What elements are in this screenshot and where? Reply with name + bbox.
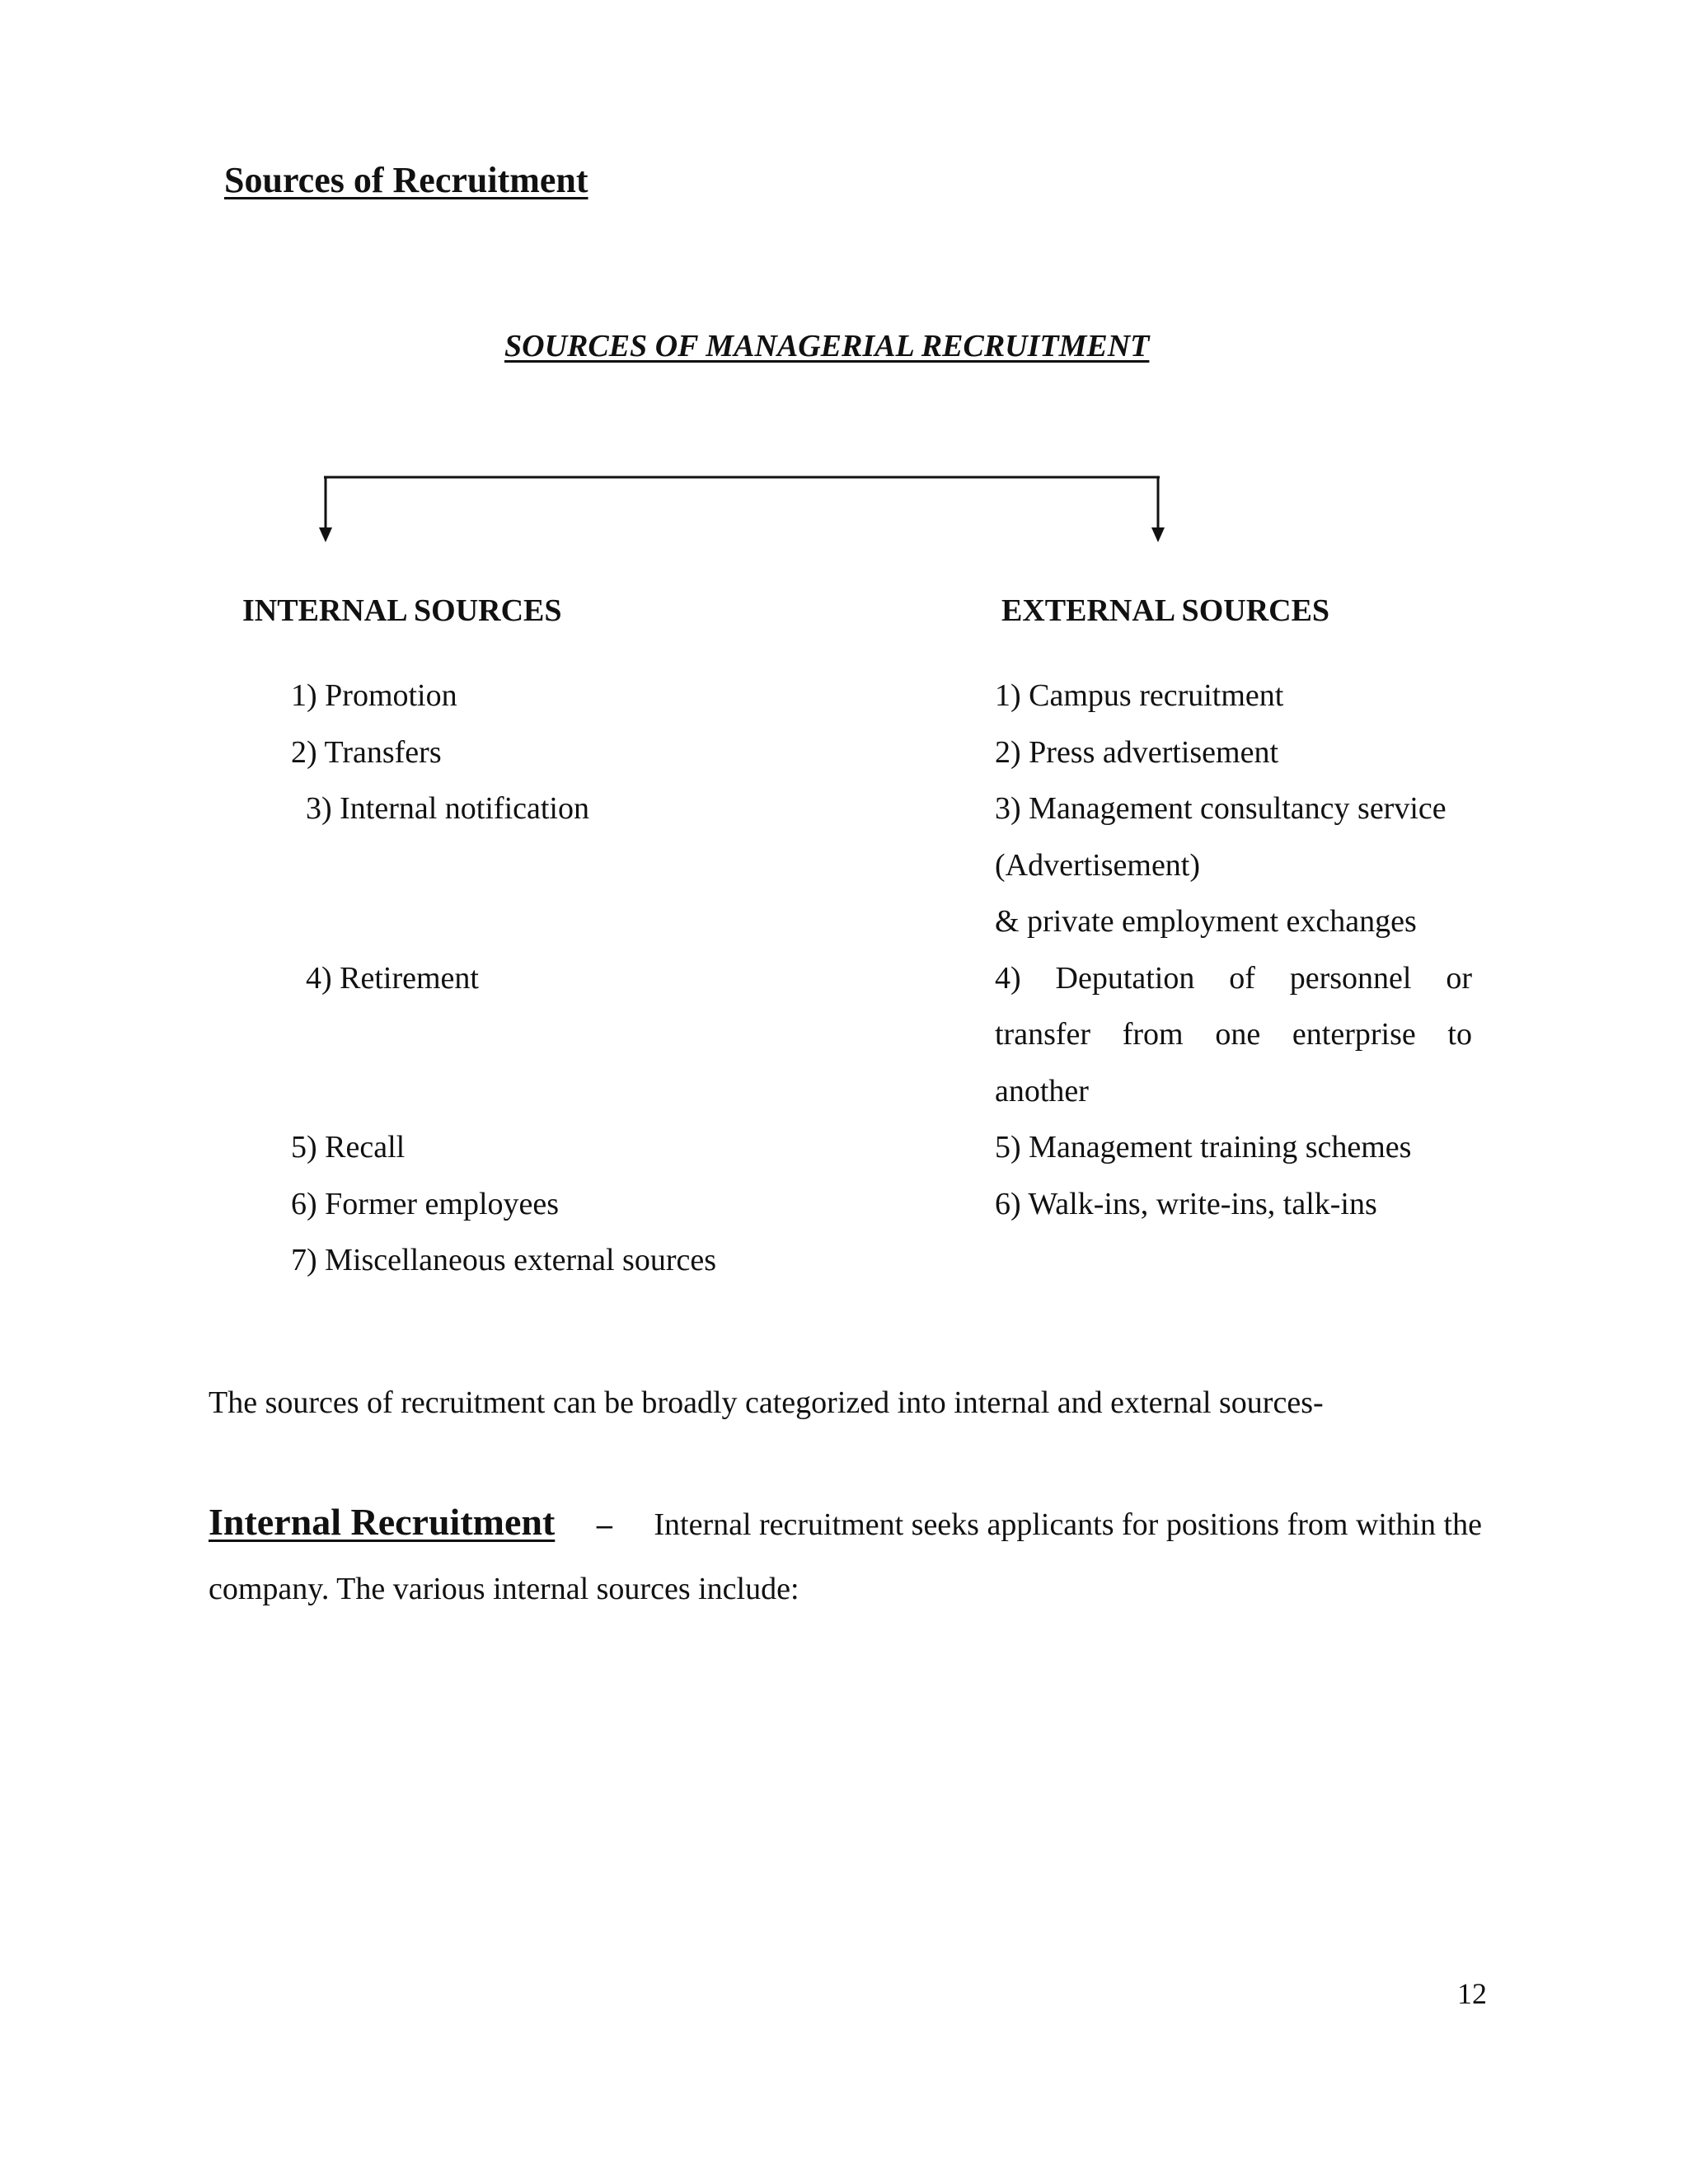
diagram-title: SOURCES OF MANAGERIAL RECRUITMENT [504, 329, 1150, 363]
internal-item-recall: 5) Recall [291, 1130, 406, 1165]
external-item-deputation-cont: transfer from one enterprise to [995, 1017, 1472, 1052]
external-item-consultancy-service: 3) Management consultancy service [995, 791, 1447, 826]
section-heading: Sources of Recruitment [224, 160, 588, 200]
external-sources-heading: EXTERNAL SOURCES [1001, 593, 1330, 628]
external-item-deputation-end: another [995, 1074, 1089, 1108]
external-item-employment-exchanges: & private employment exchanges [995, 904, 1417, 939]
paragraph-text-1: Internal recruitment seeks applicants for positions from within the [654, 1507, 1482, 1542]
external-item-training-schemes: 5) Management training schemes [995, 1130, 1412, 1165]
paragraph-line-1 [209, 1490, 1482, 1557]
internal-sources-heading: INTERNAL SOURCES [242, 593, 562, 628]
page-number: 12 [1457, 1977, 1487, 2010]
internal-item-transfers: 2) Transfers [291, 735, 442, 770]
internal-item-retirement: 4) Retirement [306, 961, 479, 996]
internal-recruitment-heading: Internal Recruitment [209, 1501, 556, 1543]
intro-paragraph: The sources of recruitment can be broadly categorized into internal and external sources- [209, 1385, 1324, 1420]
right-arrowhead-icon [1151, 527, 1165, 542]
paragraph-text-2: company. The various internal sources include: [209, 1572, 799, 1606]
diagram-connector [305, 474, 1170, 548]
external-item-campus-recruitment: 1) Campus recruitment [995, 678, 1284, 713]
external-item-deputation: 4) Deputation of personnel or [995, 961, 1472, 996]
internal-item-miscellaneous: 7) Miscellaneous external sources [291, 1243, 716, 1277]
internal-item-internal-notification: 3) Internal notification [306, 791, 589, 826]
internal-item-promotion: 1) Promotion [291, 678, 457, 713]
left-arrowhead-icon [319, 527, 332, 542]
external-item-press-advertisement: 2) Press advertisement [995, 735, 1279, 770]
heading-dash: – [596, 1507, 612, 1542]
internal-recruitment-paragraph [209, 1490, 1482, 1621]
external-item-advertisement: (Advertisement) [995, 848, 1201, 883]
internal-item-former-employees: 6) Former employees [291, 1187, 560, 1221]
external-item-walk-ins: 6) Walk-ins, write-ins, talk-ins [995, 1187, 1377, 1221]
